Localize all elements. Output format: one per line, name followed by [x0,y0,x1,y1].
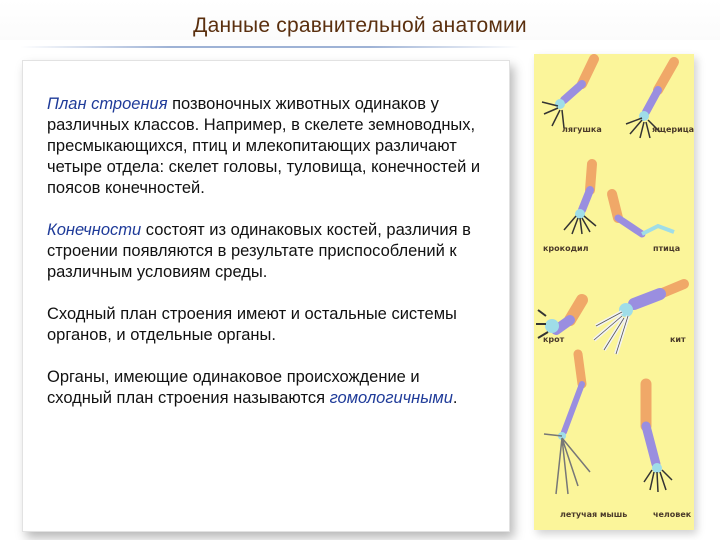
body-text [47,94,487,430]
paragraph-homologous-text: Органы, имеющие одинаковое происхождение и сходный план строения называются [47,368,420,407]
paragraph-limbs [47,220,487,283]
label-mole: крот [543,335,565,344]
label-crocodile: крокодил [543,244,589,253]
crocodile-limb [564,164,596,234]
term-limbs: Конечности [47,221,142,239]
bird-limb [612,194,674,234]
frog-limb [542,59,594,128]
term-plan: План строения [47,95,168,113]
label-lizard: ящерица [652,125,695,134]
page-title: Данные сравнительной анатомии [193,14,527,37]
label-whale: кит [670,335,686,344]
mole-limb [536,300,582,338]
human-limb [644,384,672,492]
label-bird: птица [653,244,681,253]
term-homologous: гомологичными [329,389,453,407]
paragraph-plan [47,94,487,199]
title-divider [20,46,520,48]
paragraph-systems: Сходный план строения имеют и остальные системы органов, и отдельные органы. [47,305,457,344]
paragraph-limbs-text: состоят из одинаковых костей, различия в строении появляются в результате приспособлений к различным условиям среды. [47,221,471,281]
bat-limb [544,354,590,494]
label-bat: летучая мышь [560,510,628,519]
paragraph-homologous-end: . [452,389,458,407]
paragraph-homologous [47,367,487,409]
paragraph-plan-text: позвоночных животных одинаков у различных классов. Например, в скелете земноводных, пресмыкающихся, птиц и млекопитающих различают четыре отдела: скелет головы, туловища, конечностей и поясов конечностей. [47,95,481,197]
label-human: человек [653,510,692,519]
label-frog: лягушка [562,125,602,134]
